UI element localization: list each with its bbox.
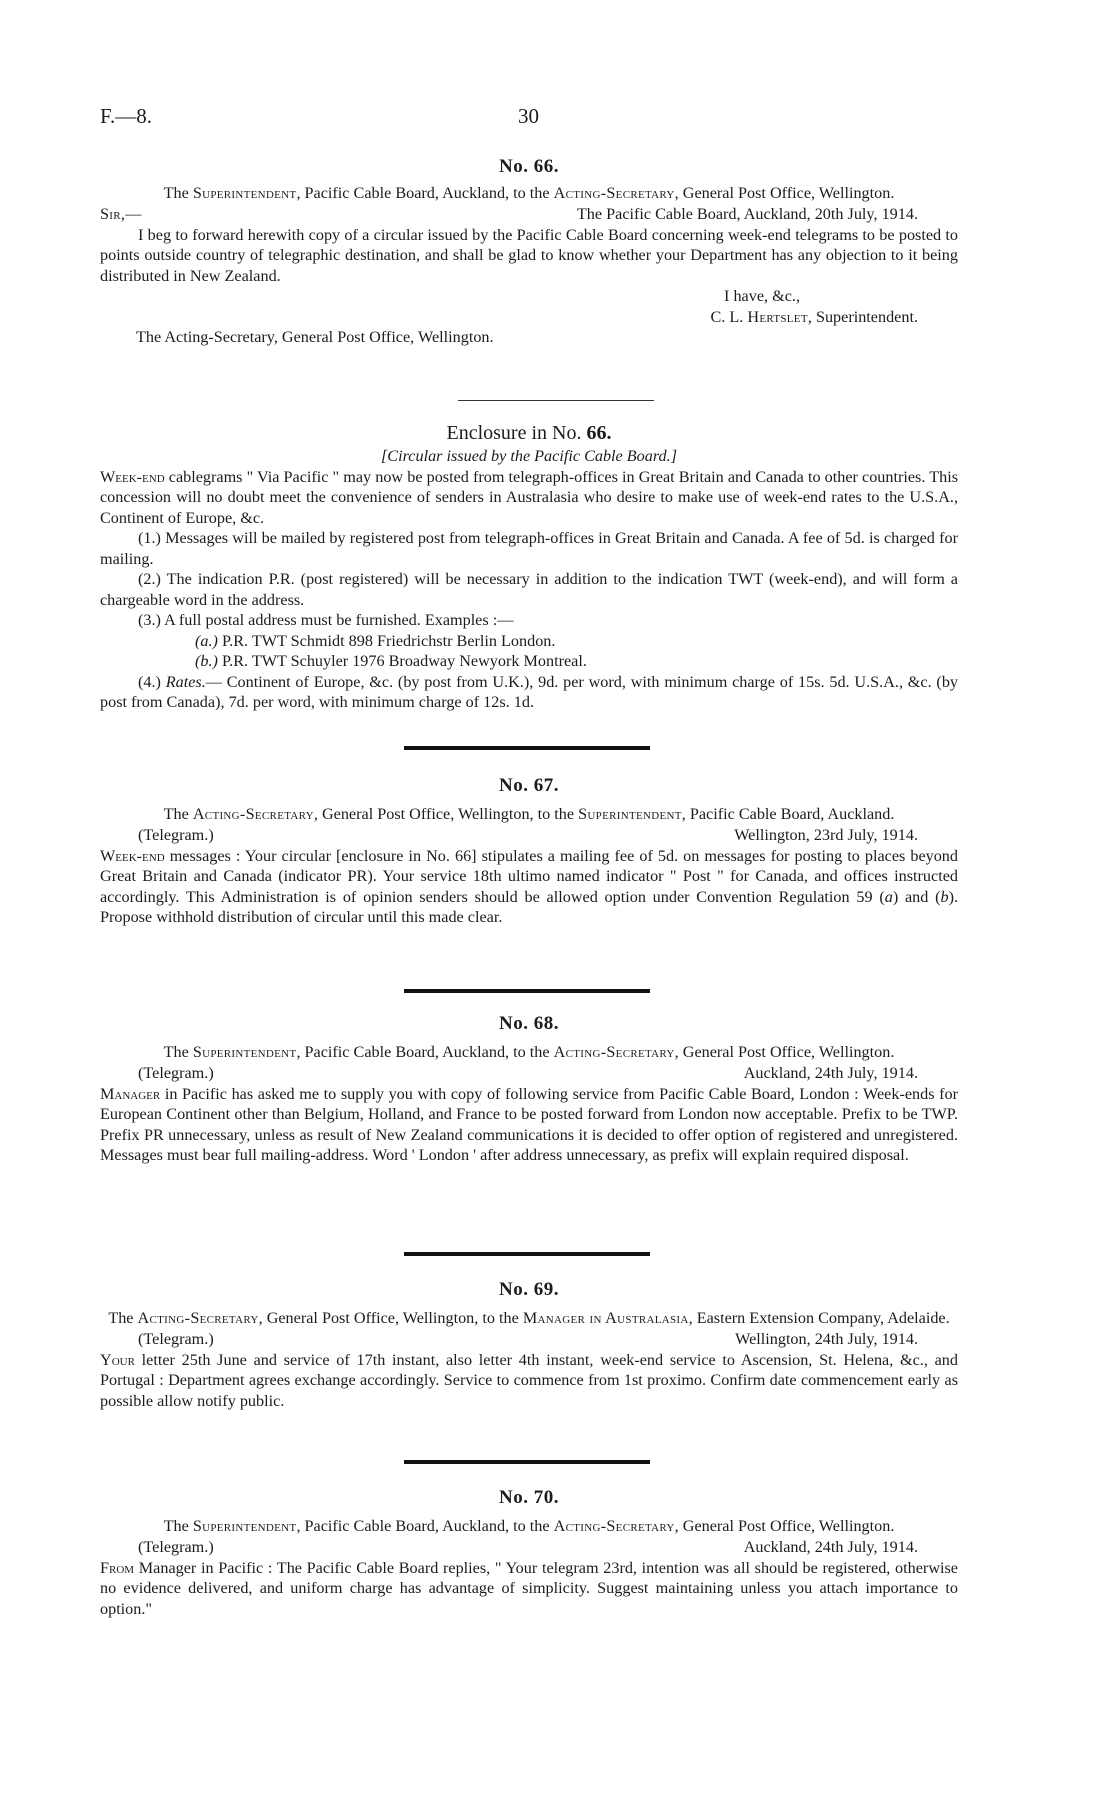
letter-heading: The Acting-Secretary, General Post Office, Wellington, to the Manager in Australasia, Eastern Extension Company, Adelaide.: [108, 1309, 950, 1327]
letter-no-66: [100, 155, 958, 348]
enclosure-paragraph-3: (3.) A full postal address must be furnished. Examples :—: [138, 611, 514, 629]
letter-heading: The Superintendent, Pacific Cable Board, Auckland, to the Acting-Secretary, General Post Office, Wellington.: [163, 184, 895, 202]
letter-heading: The Acting-Secretary, General Post Office, Wellington, to the Superintendent, Pacific Cable Board, Auckland.: [163, 805, 895, 823]
telegram-line: [100, 825, 958, 846]
running-header: [100, 104, 960, 134]
place-date: The Pacific Cable Board, Auckland, 20th July, 1914.: [576, 204, 918, 223]
letter-number: No. 70.: [499, 1487, 559, 1508]
telegram-no-68: [100, 1012, 958, 1166]
letter-heading: The Superintendent, Pacific Cable Board, Auckland, to the Acting-Secretary, General Post Office, Wellington.: [163, 1517, 895, 1535]
closing: I have, &c.,: [724, 287, 800, 305]
section-divider: [404, 1252, 650, 1256]
divider: [458, 400, 654, 401]
enclosure-paragraph-4: (4.) Rates.— Continent of Europe, &c. (by post from U.K.), 9d. per word, with minimum charge of 15s. 5d. U.S.A., &c. (by post from Canada), 7d. per word, with minimum charge of 12s. 1d.: [100, 672, 959, 711]
letter-number: No. 68.: [499, 1013, 559, 1034]
letter-number: No. 69.: [499, 1279, 559, 1300]
enclosure-section: [100, 420, 958, 713]
letter-heading: The Superintendent, Pacific Cable Board, Auckland, to the Acting-Secretary, General Post Office, Wellington.: [163, 1043, 895, 1061]
signature: C. L. Hertslet, Superintendent.: [710, 307, 918, 326]
salutation: Sir,—: [100, 204, 142, 223]
place-date: Wellington, 23rd July, 1914.: [734, 825, 918, 844]
page-number: 30: [518, 104, 539, 128]
telegram-no-70: [100, 1486, 958, 1619]
paper-reference: F.—8.: [100, 104, 152, 128]
telegram-line: [100, 1537, 958, 1558]
telegram-label: (Telegram.): [138, 1063, 214, 1082]
telegram-line: [100, 1329, 958, 1350]
telegram-body: From Manager in Pacific : The Pacific Cable Board replies, " Your telegram 23rd, intention was all should be registered, otherwise no evidence delivered, and uniform charge has advantage of simplicity. Suggest maintaining unless you attach importance to option.": [100, 1558, 958, 1618]
section-divider: [404, 746, 650, 750]
place-date: Auckland, 24th July, 1914.: [743, 1537, 918, 1556]
section-divider: [404, 989, 650, 993]
enclosure-title: Enclosure in No. 66.: [446, 422, 612, 444]
letter-body: I beg to forward herewith copy of a circular issued by the Pacific Cable Board concerning week-end telegrams to be posted to points outside country of telegraphic destination, and shall be glad to know whether your Department has any objection to it being distributed in New Zealand.: [100, 225, 958, 285]
telegram-body: Your letter 25th June and service of 17th instant, also letter 4th instant, week-end service to Ascension, St. Helena, &c., and Portugal : Department agrees exchange accordingly. Service to commence from 1st proximo. Confirm date commencement early as possible allow notify public.: [100, 1350, 958, 1410]
letter-number: No. 67.: [499, 775, 559, 796]
letter-number: No. 66.: [499, 156, 559, 177]
enclosure-paragraph-2: (2.) The indication P.R. (post registered) will be necessary in addition to the indication TWT (week-end), and will form a chargeable word in the address.: [100, 570, 958, 609]
enclosure-subtitle: [Circular issued by the Pacific Cable Board.]: [381, 447, 677, 465]
telegram-label: (Telegram.): [138, 1537, 214, 1556]
salutation-line: [100, 204, 958, 225]
telegram-no-67: [100, 774, 958, 928]
enclosure-intro: Week-end cablegrams " Via Pacific " may now be posted from telegraph-offices in Great Britain and Canada to other countries. This concession will no doubt meet the convenience of senders in Australasia who desire to make use of week-end rates to the U.S.A., Continent of Europe, &c.: [100, 467, 958, 527]
enclosure-paragraph-1: (1.) Messages will be mailed by registered post from telegraph-offices in Great Britain and Canada. A fee of 5d. is charged for mailing.: [100, 529, 958, 568]
place-date: Auckland, 24th July, 1914.: [743, 1063, 918, 1082]
addressee: The Acting-Secretary, General Post Office, Wellington.: [136, 328, 494, 346]
telegram-body: Week-end messages : Your circular [enclosure in No. 66] stipulates a mailing fee of 5d. on messages for posting to places beyond Great Britain and Canada (indicator PR). Your service 18th ultimo named indicator " Post " for Canada, and offices instructed accordingly. This Administration is of opinion senders should be allowed option under Convention Regulation 59 (a) and (b). Propose withhold distribution of circular until this made clear.: [100, 846, 959, 926]
example-a: (a.) P.R. TWT Schmidt 898 Friedrichstr Berlin London.: [195, 631, 556, 650]
telegram-no-69: [100, 1278, 958, 1411]
telegram-label: (Telegram.): [138, 825, 214, 844]
telegram-line: [100, 1063, 958, 1084]
telegram-label: (Telegram.): [138, 1329, 214, 1348]
example-b: (b.) P.R. TWT Schuyler 1976 Broadway Newyork Montreal.: [195, 652, 587, 670]
section-divider: [404, 1460, 650, 1464]
telegram-body: Manager in Pacific has asked me to supply you with copy of following service from Pacific Cable Board, London : Week-ends for European Continent other than Belgium, Holland, and France to be posted forward from London now acceptable. Prefix to be TWP. Prefix PR unnecessary, unless as result of New Zealand communications it is decided to offer option of registered and unregistered. Messages must bear full mailing-address. Word ' London ' after address unnecessary, as prefix will explain required disposal.: [100, 1084, 958, 1164]
place-date: Wellington, 24th July, 1914.: [735, 1329, 918, 1348]
